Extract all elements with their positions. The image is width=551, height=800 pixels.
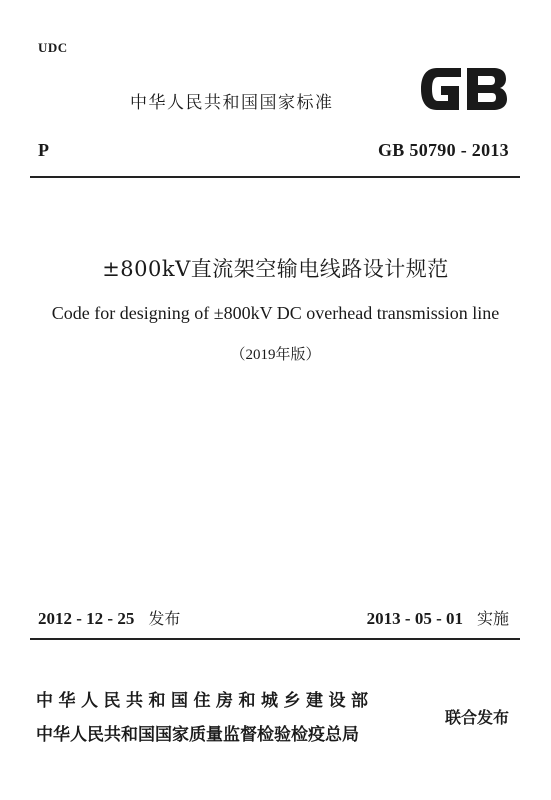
implement-date-block (367, 606, 509, 629)
issue-date: 2012 - 12 - 25 (38, 609, 135, 628)
issue-label: 发布 (148, 609, 181, 628)
publisher-quality-administration: 中华人民共和国国家质量监督检验检疫总局 (36, 725, 359, 745)
footer-divider (30, 638, 520, 640)
edition-label: （2019年版） (230, 347, 321, 363)
implement-date: 2013 - 05 - 01 (366, 609, 463, 628)
category-code: P (38, 140, 49, 160)
joint-issue-label: 联合发布 (444, 708, 509, 727)
standard-number: GB 50790 - 2013 (377, 140, 509, 160)
implement-label: 实施 (476, 609, 509, 628)
publisher-ministry-housing: 中华人民共和国住房和城乡建设部 (36, 691, 374, 711)
udc-label: UDC (38, 40, 68, 55)
gb-logo (415, 60, 511, 118)
header-divider (30, 176, 520, 178)
standard-kind-title: 中华人民共和国国家标准 (130, 93, 334, 113)
issue-date-block (38, 606, 180, 629)
document-title-chinese: ±800kV直流架空输电线路设计规范 (102, 257, 449, 281)
document-title-english: Code for designing of ±800kV DC overhead transmission line (51, 303, 500, 323)
